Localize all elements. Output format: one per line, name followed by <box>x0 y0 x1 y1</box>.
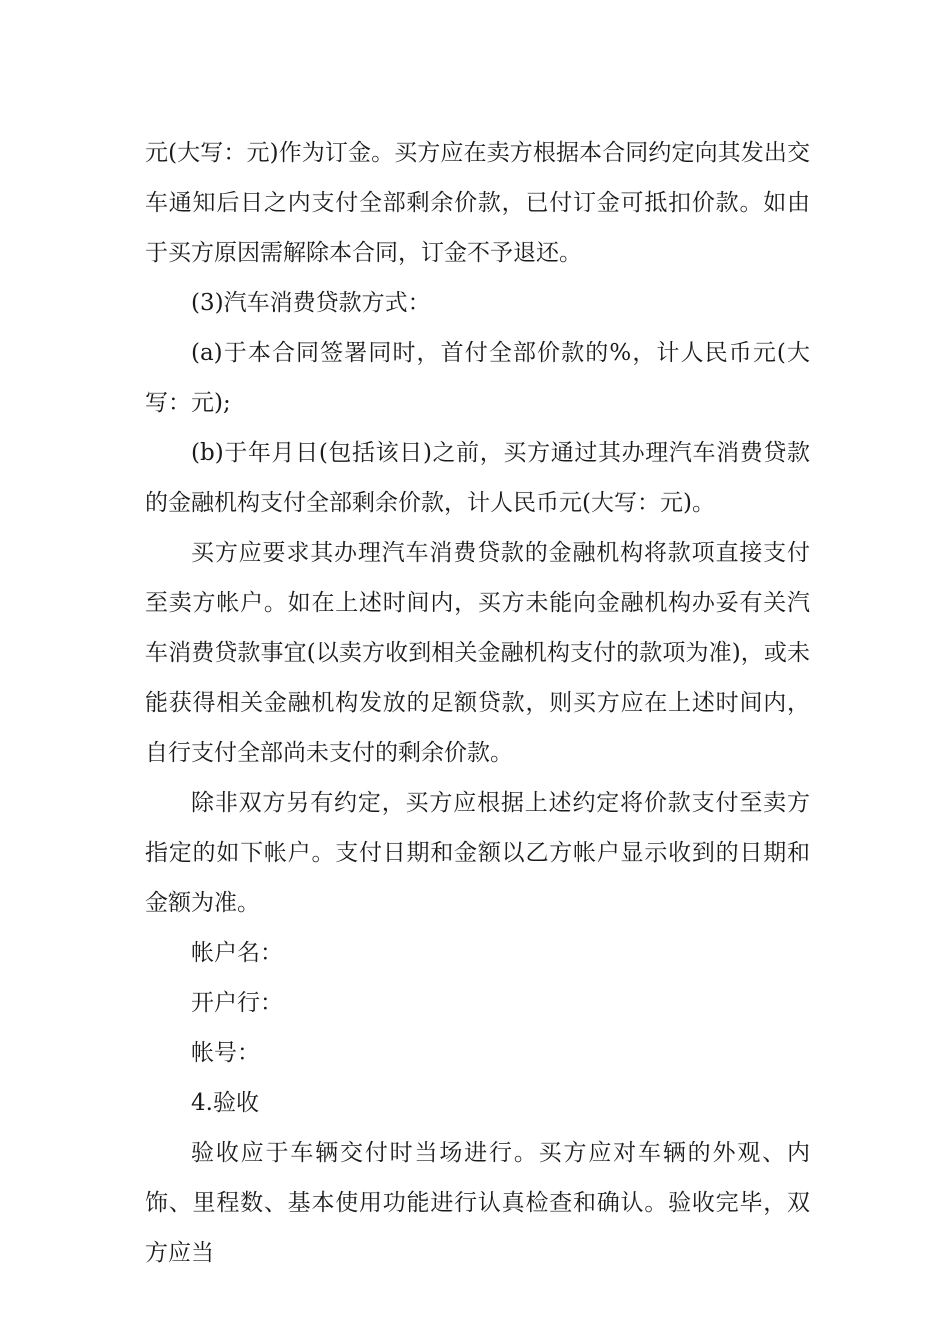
paragraph-account-instructions: 除非双方另有约定，买方应根据上述约定将价款支付至卖方指定的如下帐户。支付日期和金额以乙方帐户显示收到的日期和金额为准。 <box>145 790 810 916</box>
paragraph-loan-item-b: (b)于年月日(包括该日)之前，买方通过其办理汽车消费贷款的金融机构支付全部剩余价款，计人民币元(大写：元)。 <box>145 440 810 516</box>
field-account-number: 帐号： <box>191 1040 260 1066</box>
paragraph-payment-deposit: 元(大写：元)作为订金。买方应在卖方根据本合同约定向其发出交车通知后日之内支付全部剩余价款，已付订金可抵扣价款。如由于买方原因需解除本合同，订金不予退还。 <box>145 140 810 266</box>
paragraph-acceptance-terms: 验收应于车辆交付时当场进行。买方应对车辆的外观、内饰、里程数、基本使用功能进行认真检查和确认。验收完毕，双方应当 <box>145 1140 810 1266</box>
document-body <box>145 128 810 1278</box>
paragraph-loan-requirements: 买方应要求其办理汽车消费贷款的金融机构将款项直接支付至卖方帐户。如在上述时间内，买方未能向金融机构办妥有关汽车消费贷款事宜(以卖方收到相关金融机构支付的款项为准)，或未能获得相关金融机构发放的足额贷款，则买方应在上述时间内，自行支付全部尚未支付的剩余价款。 <box>145 540 810 766</box>
field-bank-name: 开户行： <box>191 990 283 1016</box>
section-heading-acceptance: 4.验收 <box>191 1090 259 1116</box>
paragraph-loan-method-heading: (3)汽车消费贷款方式： <box>191 290 431 316</box>
field-account-name: 帐户名： <box>191 940 283 966</box>
paragraph-loan-item-a: (a)于本合同签署同时，首付全部价款的%，计人民币元(大写：元); <box>145 340 810 416</box>
